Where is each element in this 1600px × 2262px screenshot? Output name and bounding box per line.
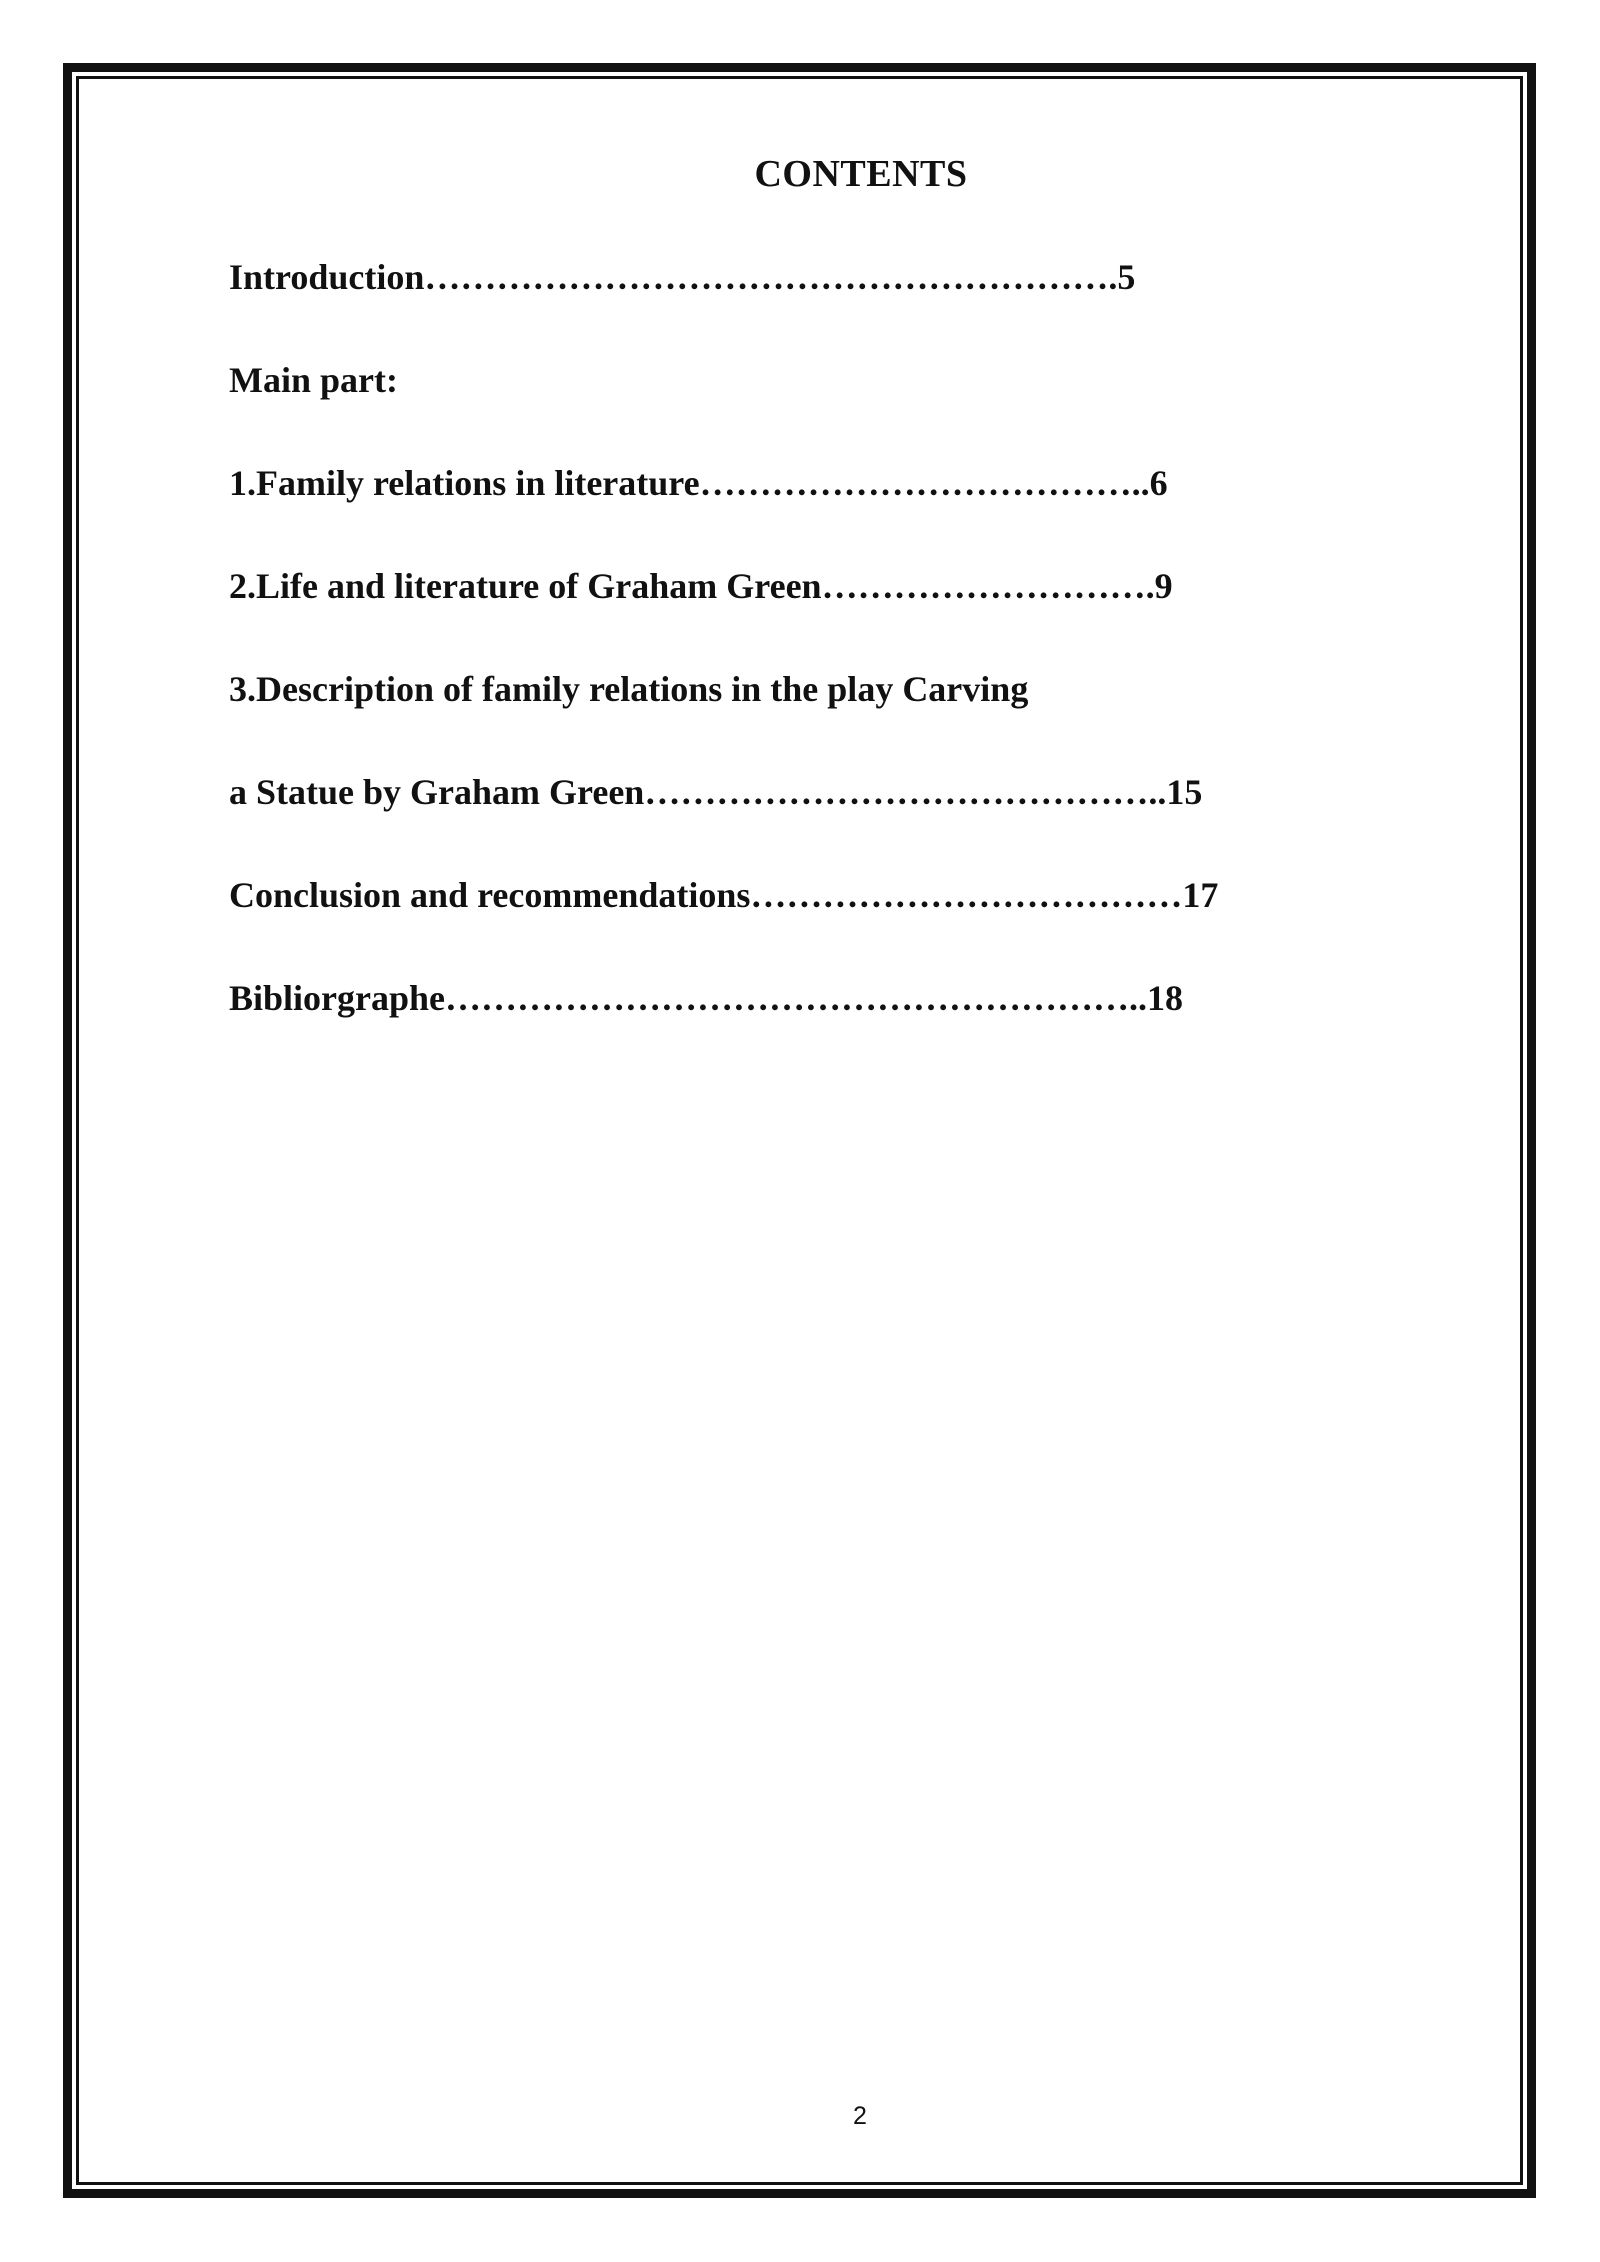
toc-entry-family-relations: 1.Family relations in literature………………………………..6 (229, 463, 1168, 503)
page-number: 2 (853, 2102, 867, 2130)
toc-entry-description-line-2: a Statue by Graham Green……………………………………..15 (229, 772, 1203, 812)
contents-heading: CONTENTS (754, 153, 968, 195)
toc-entry-bibliography: Bibliorgraphe…………………………………………………..18 (229, 978, 1184, 1018)
toc-entry-introduction: Introduction………………………………………………….5 (229, 257, 1136, 297)
toc-entry-life-and-literature: 2.Life and literature of Graham Green……………………….9 (229, 566, 1173, 606)
toc-entry-conclusion: Conclusion and recommendations………………………………17 (229, 875, 1219, 915)
toc-section-main-part: Main part: (229, 360, 398, 400)
toc-entry-description-line-1: 3.Description of family relations in the play Carving (229, 669, 1029, 709)
